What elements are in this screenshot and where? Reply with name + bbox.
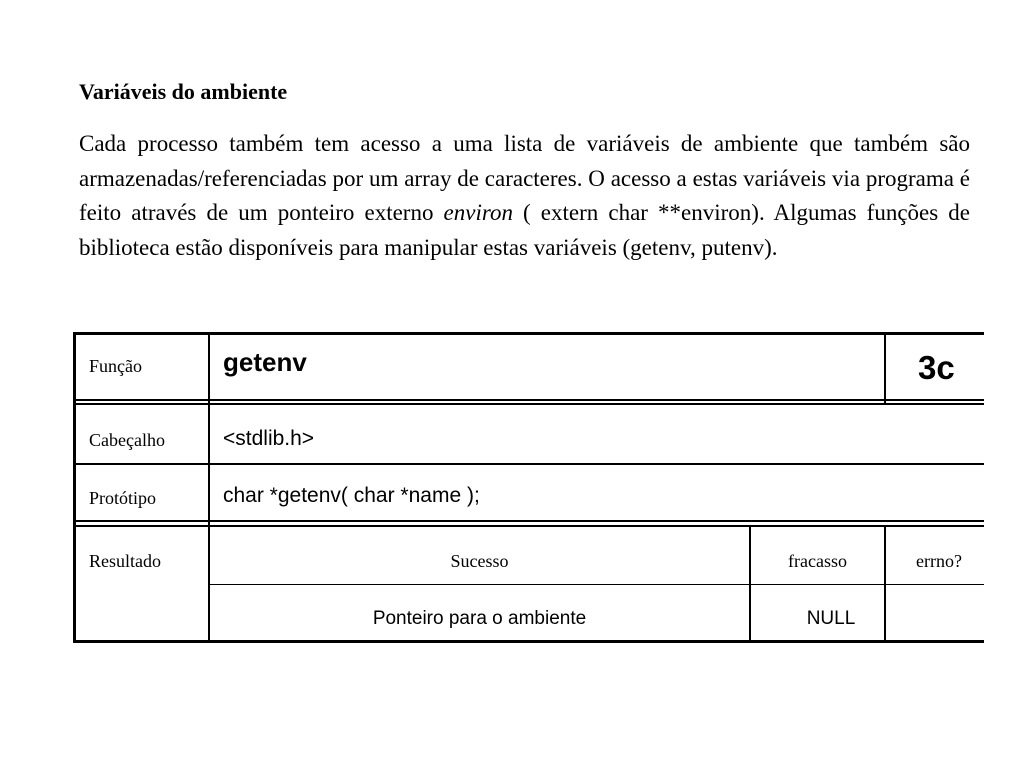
table-border	[208, 332, 210, 643]
table-border	[209, 584, 984, 585]
col-errno: errno?	[916, 551, 962, 571]
val-fracasso: NULL	[806, 608, 856, 629]
section-number: 3c	[918, 349, 955, 386]
function-name: getenv	[223, 347, 307, 377]
col-fracasso: fracasso	[788, 551, 847, 571]
table-border	[884, 332, 886, 403]
paragraph-text-2: ( extern char **environ). Algumas funções de biblioteca estão disponíveis para manipular estas variáveis (getenv, putenv).	[79, 200, 970, 260]
paragraph-text-1: Cada processo também tem acesso a uma lista de variáveis de ambiente que também são armazenadas/referenciadas por um array de caracteres. O acesso a estas variáveis via programa é feito através de um ponteiro externo	[79, 131, 970, 225]
paragraph-italic-environ: environ	[443, 200, 513, 225]
funcao-label: Função	[89, 356, 142, 376]
header-file: <stdlib.h>	[223, 427, 315, 450]
resultado-label: Resultado	[89, 551, 161, 571]
cabecalho-label: Cabeçalho	[89, 430, 165, 450]
col-sucesso: Sucesso	[450, 551, 509, 571]
prototype-value: char *getenv( char *name );	[223, 484, 480, 507]
prototipo-label: Protótipo	[89, 488, 157, 508]
section-title: Variáveis do ambiente	[79, 79, 288, 104]
table-border	[73, 332, 76, 643]
val-sucesso: Ponteiro para o ambiente	[372, 608, 587, 629]
